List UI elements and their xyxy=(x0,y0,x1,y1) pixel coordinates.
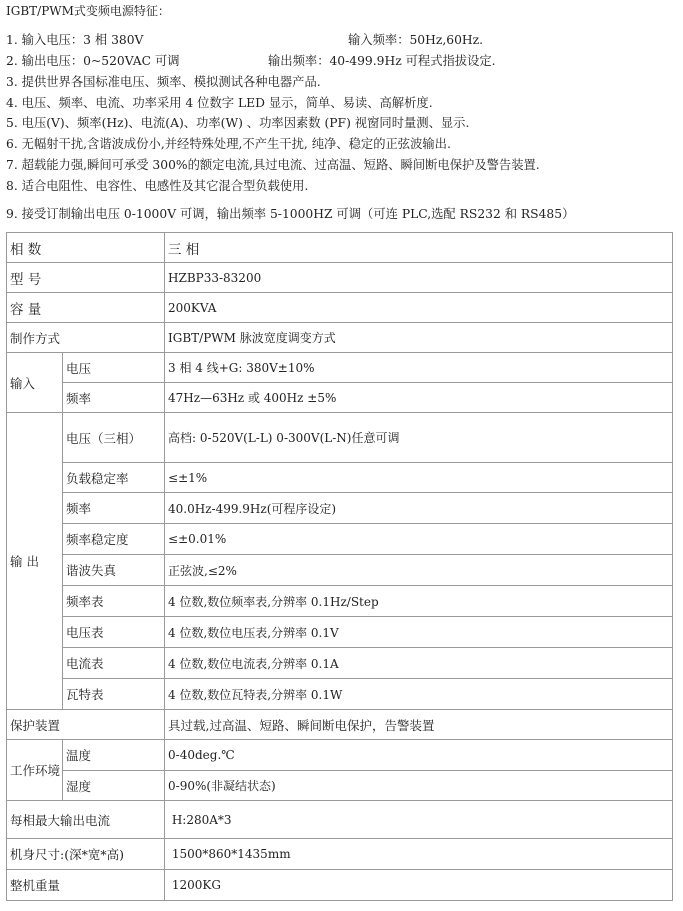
feature-output-frequency: 输出频率：40-499.9Hz 可程式指拔设定. xyxy=(268,54,496,68)
spec-label-humidity: 湿度 xyxy=(63,771,165,801)
feature-item-3: 3. 提供世界各国标准电压、频率、模拟测试各种电器产品. xyxy=(6,75,321,89)
table-row xyxy=(7,233,673,263)
feature-input-frequency: 输入频率：50Hz,60Hz. xyxy=(348,33,484,47)
spec-label-capacity: 容 量 xyxy=(7,293,165,323)
features-title: IGBT/PWM式变频电源特征： xyxy=(6,4,170,18)
feature-item-8: 8. 适合电阻性、电容性、电感性及其它混合型负载使用. xyxy=(6,179,309,193)
spec-value-load-regulation: ≤±1% xyxy=(165,463,673,493)
table-row xyxy=(7,413,673,463)
feature-text: 1. 输入电压：3 相 380V xyxy=(6,33,144,47)
spec-value-harmonic-distortion: 正弦波,≤2% xyxy=(165,555,673,586)
table-row xyxy=(7,323,673,353)
table-row xyxy=(7,493,673,524)
spec-table xyxy=(6,232,673,901)
table-row xyxy=(7,263,673,293)
spec-value-protection: 具过载,过高温、短路、瞬间断电保护，告警装置 xyxy=(165,710,673,740)
group-label-input: 输入 xyxy=(7,353,63,413)
table-row xyxy=(7,617,673,648)
spec-value-frequency-meter: 4 位数,数位频率表,分辨率 0.1Hz/Step xyxy=(165,586,673,617)
table-row xyxy=(7,586,673,617)
spec-label-output-voltage: 电压（三相） xyxy=(63,413,165,463)
spec-label-voltage-meter: 电压表 xyxy=(63,617,165,648)
spec-label-input-frequency: 频率 xyxy=(63,383,165,413)
table-row xyxy=(7,648,673,679)
table-row xyxy=(7,740,673,771)
spec-label-max-current: 每相最大输出电流 xyxy=(7,801,165,839)
spec-value-voltage-meter: 4 位数,数位电压表,分辨率 0.1V xyxy=(165,617,673,648)
group-label-environment: 工作环境 xyxy=(7,740,63,801)
table-row xyxy=(7,555,673,586)
spec-label-weight: 整机重量 xyxy=(7,870,165,901)
spec-value-weight: 1200KG xyxy=(165,870,673,901)
spec-label-phase: 相 数 xyxy=(7,233,165,263)
table-row xyxy=(7,463,673,493)
table-row xyxy=(7,870,673,901)
spec-label-frequency-meter: 频率表 xyxy=(63,586,165,617)
feature-item-2 xyxy=(6,52,496,70)
spec-value-max-current: H:280A*3 xyxy=(165,801,673,839)
spec-value-model: HZBP33-83200 xyxy=(165,263,673,293)
spec-label-model: 型 号 xyxy=(7,263,165,293)
spec-label-harmonic-distortion: 谐波失真 xyxy=(63,555,165,586)
spec-label-input-voltage: 电压 xyxy=(63,353,165,383)
spec-label-frequency-stability: 频率稳定度 xyxy=(63,524,165,555)
table-row xyxy=(7,524,673,555)
spec-value-input-frequency: 47Hz—63Hz 或 400Hz ±5% xyxy=(165,383,673,413)
spec-value-method: IGBT/PWM 脉波宽度调变方式 xyxy=(165,323,673,353)
feature-text: 2. 输出电压：0~520VAC 可调 xyxy=(6,54,180,68)
feature-item-7: 7. 超载能力强,瞬间可承受 300%的额定电流,具过电流、过高温、短路、瞬间断电保护及警告装置. xyxy=(6,158,540,172)
spec-value-phase: 三 相 xyxy=(165,233,673,263)
feature-item-4: 4. 电压、频率、电流、功率采用 4 位数字 LED 显示，简单、易读、高解析度. xyxy=(6,96,433,110)
spec-value-frequency-stability: ≤±0.01% xyxy=(165,524,673,555)
spec-value-output-voltage: 高档: 0-520V(L-L) 0-300V(L-N)任意可调 xyxy=(165,413,673,463)
spec-value-output-frequency: 40.0Hz-499.9Hz(可程序设定) xyxy=(165,493,673,524)
spec-value-dimensions: 1500*860*1435mm xyxy=(165,839,673,870)
table-row xyxy=(7,710,673,740)
group-label-output: 输 出 xyxy=(7,413,63,710)
spec-label-method: 制作方式 xyxy=(7,323,165,353)
feature-item-9: 9. 接受订制输出电压 0-1000V 可调，输出频率 5-1000HZ 可调（可连 PLC,选配 RS232 和 RS485） xyxy=(6,207,575,221)
table-row xyxy=(7,293,673,323)
spec-value-input-voltage: 3 相 4 线+G: 380V±10% xyxy=(165,353,673,383)
feature-item-6: 6. 无幅射干扰,含谐波成份小,并经特殊处理,不产生干扰, 纯净、稳定的正弦波输出. xyxy=(6,137,451,151)
spec-value-temperature: 0-40deg.℃ xyxy=(165,740,673,771)
spec-label-load-regulation: 负载稳定率 xyxy=(63,463,165,493)
spec-value-humidity: 0-90%(非凝结状态) xyxy=(165,771,673,801)
table-row xyxy=(7,383,673,413)
spec-label-dimensions: 机身尺寸:(深*宽*高) xyxy=(7,839,165,870)
table-row xyxy=(7,771,673,801)
table-row xyxy=(7,679,673,710)
spec-label-current-meter: 电流表 xyxy=(63,648,165,679)
spec-value-watt-meter: 4 位数,数位瓦特表,分辨率 0.1W xyxy=(165,679,673,710)
spec-label-protection: 保护装置 xyxy=(7,710,165,740)
feature-item-5: 5. 电压(V)、频率(Hz)、电流(A)、功率(W) 、功率因素数 (PF) 视窗同时量测、显示. xyxy=(6,116,470,130)
spec-value-current-meter: 4 位数,数位电流表,分辨率 0.1A xyxy=(165,648,673,679)
table-row xyxy=(7,839,673,870)
feature-item-1 xyxy=(6,31,484,49)
spec-label-watt-meter: 瓦特表 xyxy=(63,679,165,710)
spec-label-temperature: 温度 xyxy=(63,740,165,771)
table-row xyxy=(7,801,673,839)
spec-label-output-frequency: 频率 xyxy=(63,493,165,524)
table-row xyxy=(7,353,673,383)
spec-value-capacity: 200KVA xyxy=(165,293,673,323)
